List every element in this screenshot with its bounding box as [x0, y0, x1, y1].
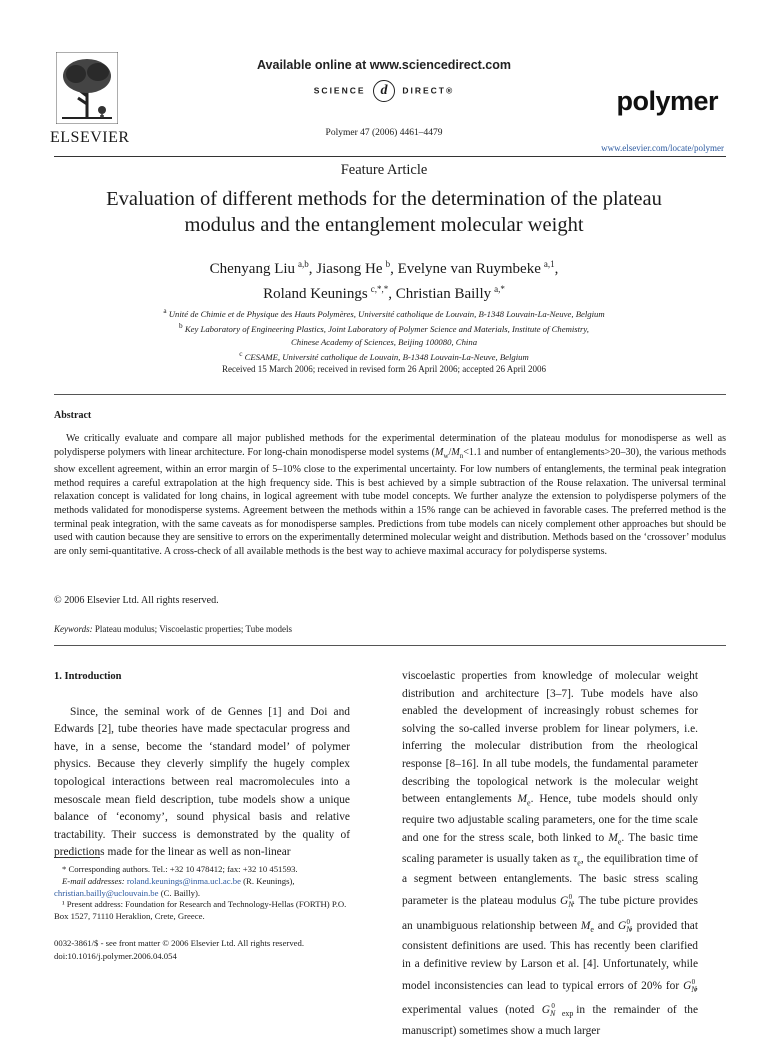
section-heading-introduction: 1. Introduction: [54, 671, 122, 682]
abstract-copyright: © 2006 Elsevier Ltd. All rights reserved.: [54, 595, 219, 606]
intro-paragraph-left: Since, the seminal work of de Gennes [1] and Doi and Edwards [2], tube theories have made spectacular progress and have, in a sense, become the ‘standard model’ of polymer physics. Because they cleverly simplify the hugely complex topological interactions between real macromolecules into a mesoscale mean field description, tube models show a unique balance of ‘economy’, sound physical basis and relative tractability. Their success is demonstrated by the quality of predictions made for the linear as well as non-linear: [54, 705, 350, 859]
available-online[interactable]: Available online at www.sciencedirect.com: [256, 58, 512, 72]
author-bailly[interactable]: Christian Bailly: [395, 286, 492, 302]
author-list: [60, 254, 708, 304]
affiliations: [60, 305, 708, 364]
author-liu-affil: a,b: [298, 259, 309, 269]
footnote-present-address: ¹ Present address: Foundation for Research and Technology-Hellas (FORTH) P.O. Box 1527, 71110 Heraklion, Crete, Greece.: [54, 899, 347, 922]
sd-registered-mark: ®: [445, 85, 455, 96]
right-column: [402, 668, 698, 1040]
affiliation-c: $^c$ CESAME, Université catholique de Louvain, B-1348 Louvain-La-Neuve, Belgium: [239, 350, 529, 363]
intro-paragraph-right: viscoelastic properties from knowledge of molecular weight distribution and architecture [3–7]. Tube models have also enabled the development of increasingly robust schemes for solving the so-called inverse problem for linear polymers, i.e. inferring the molecular distribution from the rheological response [8–16]. In all tube models, the fundamental parameter describing the topological network is the molecular weight between entanglements $M_e$. Hence, tube models should only require two adjustable scaling parameters, one for the time scale and one for the stress scale, both linked to $M_e$. The basic time scaling parameter is usually taken as $\tau_e$, the equilibration time of a segment between entanglements. The basic stress scaling parameter is the plateau modulus $G_N^0$. The tube picture provides an unambiguous relationship between $M_e$ and $G_N^0$, provided that consistent definitions are used. This has recently been clarified in a definitive review by Larson et al. [4]. Unfortunately, while model inconsistencies can lead to typical errors of 20% for $G_N^0$, experimental values (noted $G_{N exp}^0$ in the remainder of the manuscript) sometimes show a much larger: [402, 670, 698, 1037]
email-link-keunings[interactable]: roland.keunings@inma.ucl.ac.be: [126, 875, 241, 886]
author-he[interactable]: Jiasong He: [316, 261, 383, 277]
received-dates: Received 15 March 2006; received in revised form 26 April 2006; accepted 26 April 2006: [222, 364, 546, 374]
journal-url-link[interactable]: www.elsevier.com/locate/polymer: [601, 143, 724, 153]
journal-citation: Polymer 47 (2006) 4461–4479: [325, 128, 443, 138]
footnote-emails: E-mail addresses: roland.keunings@inma.ucl.ac.be (R. Keunings), christian.bailly@uclouvain.be (C. Bailly).: [54, 875, 295, 898]
author-bailly-affil: a,*: [494, 284, 505, 294]
article-type: Feature Article: [340, 162, 428, 178]
abstract-bottom-divider: [54, 645, 726, 646]
keywords: [54, 624, 292, 634]
keywords-label: Keywords:: [54, 624, 93, 634]
authors-line-2: Roland Keunings $^{c,*,*}$, Christian Bailly $^{a,*}$: [263, 284, 505, 302]
article-title: [60, 186, 708, 238]
abstract-top-divider: [54, 394, 726, 395]
footnotes: [54, 864, 354, 923]
authors-line-1: Chenyang Liu $^{a,b}$, Jiasong He $^b$, Evelyne van Ruymbeke $^{a,1}$,: [209, 259, 559, 277]
sd-d-icon: d: [373, 80, 395, 102]
affiliation-b-cont: Chinese Academy of Sciences, Beijing 100080, China: [290, 336, 478, 347]
author-keunings-affil: c,*,*: [370, 284, 389, 294]
left-column: [54, 668, 350, 862]
header-divider: [54, 156, 726, 157]
abstract-heading: Abstract: [54, 410, 92, 421]
keywords-text: Plateau modulus; Viscoelastic properties; Tube models: [94, 624, 292, 634]
title-line-2: modulus and the entanglement molecular weight: [184, 214, 584, 236]
journal-logo: polymer: [616, 86, 718, 116]
author-he-affil: b: [385, 259, 391, 269]
author-van-ruymbeke-affil: a,1: [543, 259, 555, 269]
issn-line: 0032-3861/$ - see front matter © 2006 Elsevier Ltd. All rights reserved.: [54, 938, 305, 948]
author-liu[interactable]: Chenyang Liu: [209, 261, 296, 277]
affiliation-a: $^a$ Unité de Chimie et de Physique des Hauts Polymères, Université catholique de Louvain, B-1348 Louvain-La-Neuve, Belgium: [163, 307, 605, 319]
author-van-ruymbeke[interactable]: Evelyne van Ruymbeke: [397, 261, 541, 277]
footnote-divider: [54, 857, 100, 858]
front-matter: [54, 937, 354, 962]
affiliation-b: $^b$ Key Laboratory of Engineering Plastics, Joint Laboratory of Polymer Science and Materials, Institute of Chemistry,: [179, 322, 589, 335]
doi-line[interactable]: doi:10.1016/j.polymer.2006.04.054: [54, 950, 177, 961]
abstract-body: We critically evaluate and compare all major published methods for the experimental determination of the plateau modulus for monodisperse as well as polydisperse polymers with linear architecture. For long-chain monodisperse model systems ($M_w/M_n<1.1$ and number of entanglements>20–30), the various methods show excellent agreement, within an error margin of 5–10% close to the experimental uncertainty. For low numbers of entanglements, the terminal peak integration method requires a careful extrapolation at the high frequency side. This is best achieved by a simple subtraction of the Rouse relaxation. The universal terminal relaxation concept is validated for long chains, in logical agreement with tube model concepts. We further analyze the extension to polydisperse polymers of the methods validated for monodisperse systems. Agreement between the methods within a 15% range can be achieved in favorable cases. The preferred method is the terminal peak integration, with the same caveats as for monodisperse samples. Predictions from tube models can nicely complement other approaches but should be used with caution because they are sensitive to errors on the experimentally determined molecular weight and distribution. Methods based on the ‘crossover’ modulus are only semi-quantitative. A cross-check of all available methods is the best way to achieve maximal accuracy for polydisperse systems.: [54, 433, 726, 557]
author-keunings[interactable]: Roland Keunings: [263, 286, 368, 302]
title-line-1: Evaluation of different methods for the determination of the plateau: [106, 188, 662, 210]
publisher-name: ELSEVIER: [50, 129, 130, 146]
sd-right-text: DIRECT: [402, 85, 446, 96]
sd-left-text: SCIENCE: [313, 85, 366, 96]
email-link-bailly[interactable]: christian.bailly@uclouvain.be: [54, 887, 159, 898]
footnote-corresponding: * Corresponding authors. Tel.: +32 10 478412; fax: +32 10 451593.: [62, 864, 298, 874]
